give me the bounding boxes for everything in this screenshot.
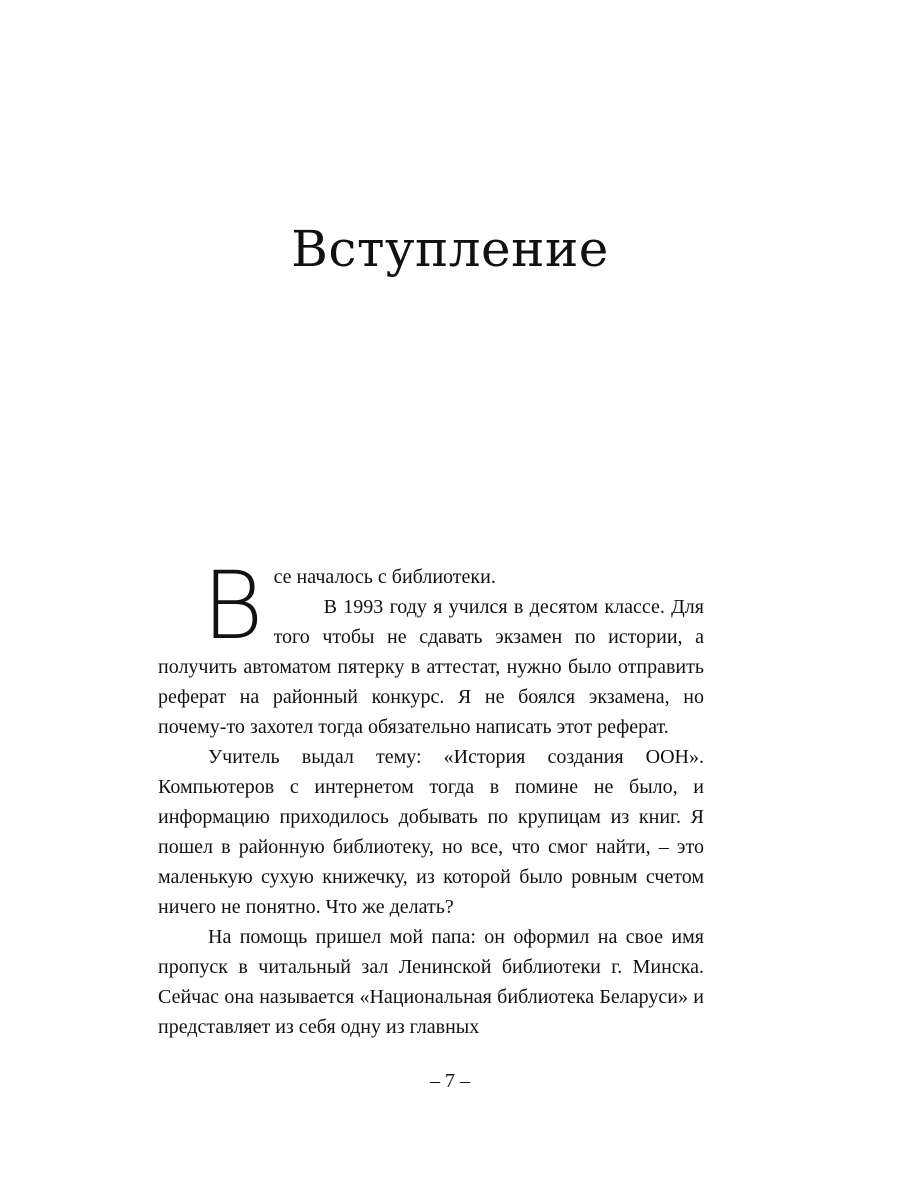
drop-cap-letter: В (202, 552, 262, 661)
chapter-title: Вступление (291, 220, 609, 278)
paragraph-3: На помощь пришел мой папа: он оформил на свое имя пропуск в читальный зал Ленинской библиотеки г. Минска. Сейчас она называется «Национальная библиотека Беларуси» и представляет из себя одну из главных (158, 926, 704, 1038)
paragraph-2: Учитель выдал тему: «История создания ООН». Компьютеров с интернетом тогда в помине не было, и информацию приходилось добывать по крупицам из книг. Я пошел в районную библиотеку, но все, что смог найти, – это маленькую сухую книжечку, из которой было ровным счетом ничего не понятно. Что же делать? (158, 746, 704, 918)
body-text (158, 552, 704, 1042)
paragraph-1: В 1993 году я учился в десятом классе. Для того чтобы не сдавать экзамен по истории, а получить автоматом пятерку в аттестат, нужно было отправить реферат на районный конкурс. Я не боялся экзамена, но почему-то захотел тогда обязательно написать этот реферат. (158, 596, 704, 738)
opening-line: се началось с библиотеки. (273, 566, 496, 588)
opening-paragraph (158, 552, 704, 742)
page-number: – 7 – (430, 1070, 470, 1092)
